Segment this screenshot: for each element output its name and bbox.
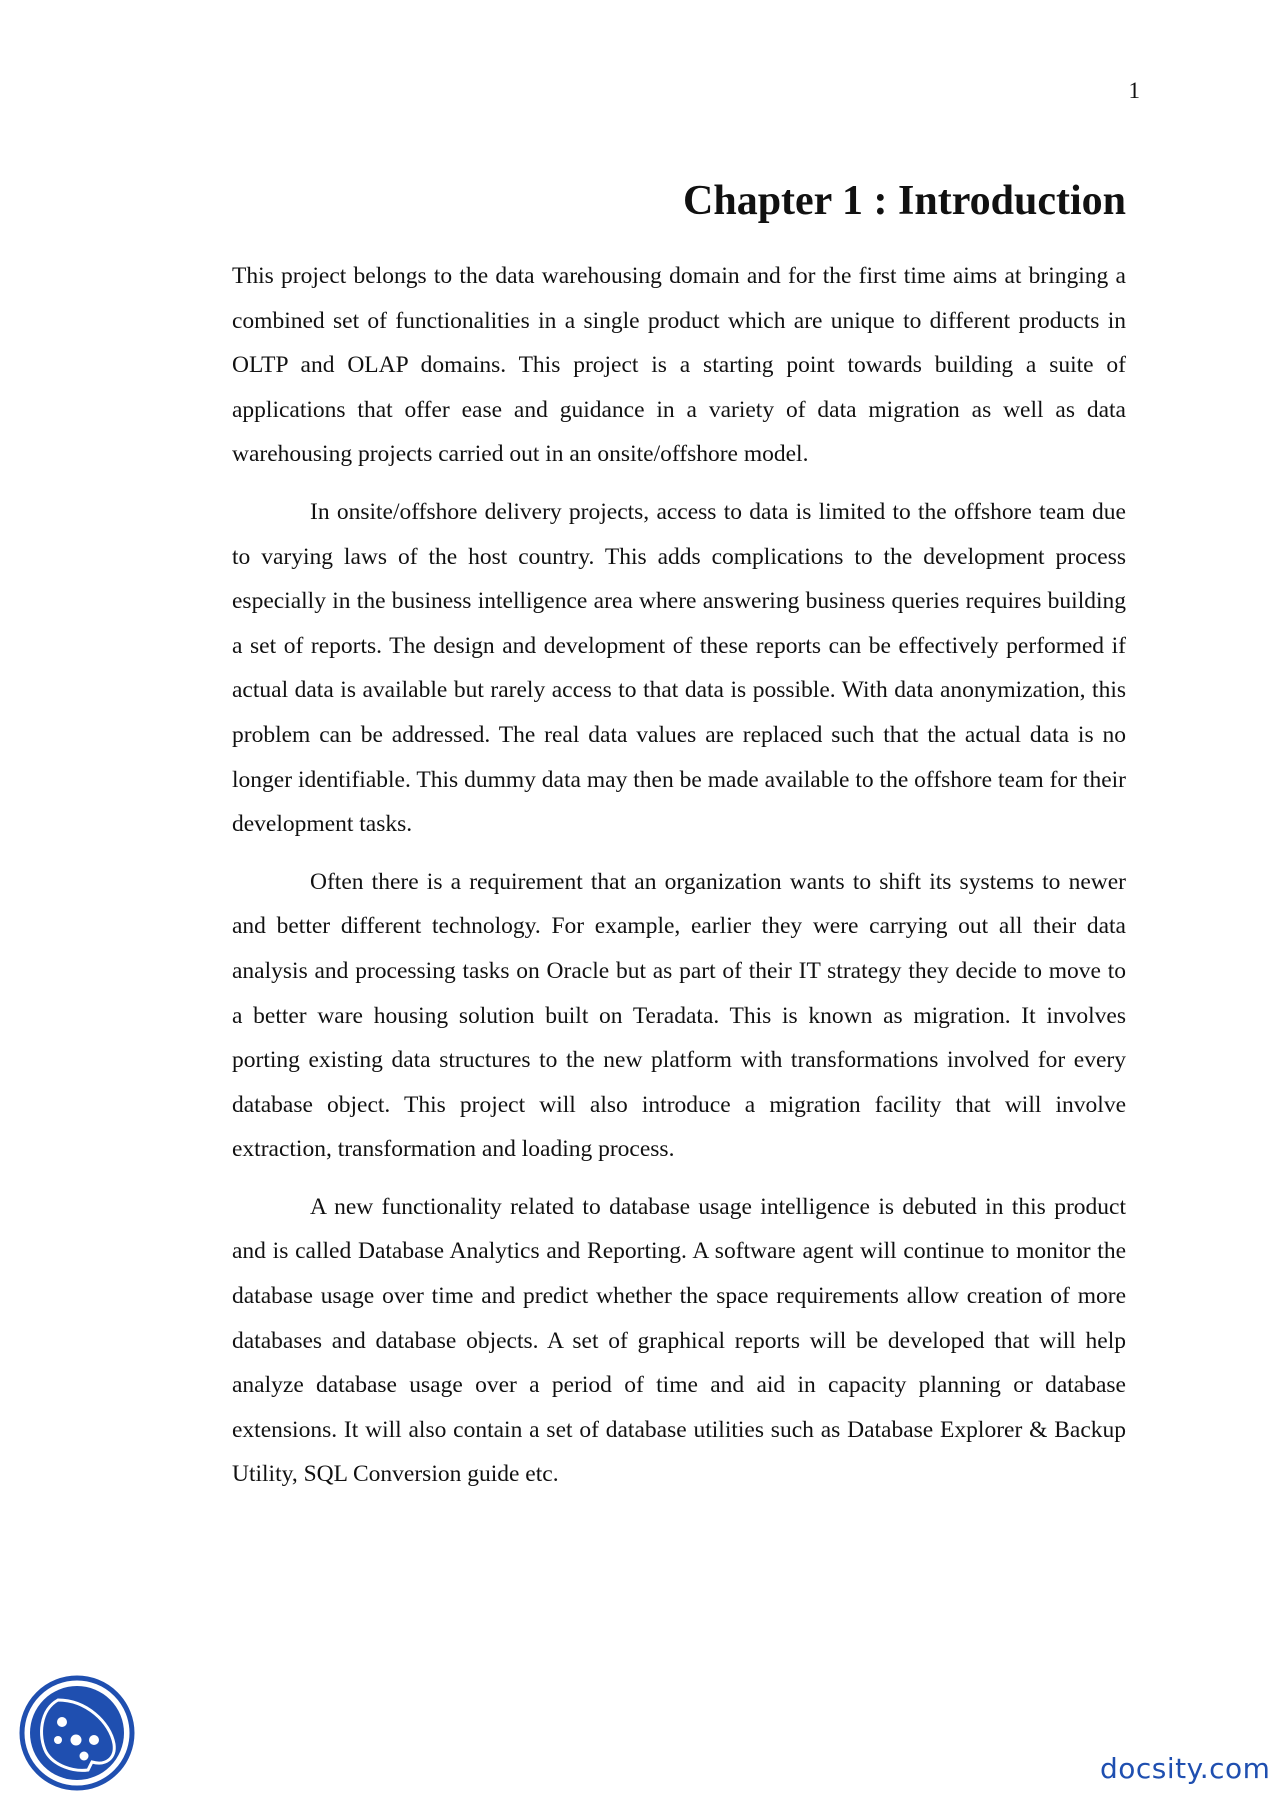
paragraph: In onsite/offshore delivery projects, access to data is limited to the offshore team due to varying laws of the host country. This adds complications to the development process especially in the business intelligence area where answering business queries requires building a set of reports. The design and development of these reports can be effectively performed if actual data is available but rarely access to that data is possible. With data anonymization, this problem can be addressed. The real data values are replaced such that the actual data is no longer identifiable. This dummy data may then be made available to the offshore team for their development tasks. [232, 498, 1126, 838]
paragraph: This project belongs to the data warehousing domain and for the first time aims at bringing a combined set of functionalities in a single product which are unique to different products in OLTP and OLAP domains. This project is a starting point towards building a suite of applications that offer ease and guidance in a variety of data migration as well as data warehousing projects carried out in an onsite/offshore model. [232, 263, 1126, 468]
chapter-title: Chapter 1 : Introduction [683, 178, 1126, 224]
docsity-brand-link[interactable]: docsity.com [1100, 1752, 1271, 1785]
body-text [232, 254, 1126, 1510]
paragraph: Often there is a requirement that an organization wants to shift its systems to newer and better different technology. For example, earlier they were carrying out all their data analysis and processing tasks on Oracle but as part of their IT strategy they decide to move to a better ware housing solution built on Teradata. This is known as migration. It involves porting existing data structures to the new platform with transformations involved for every database object. This project will also introduce a migration facility that will involve extraction, transformation and loading process. [232, 868, 1126, 1163]
docsity-logo-icon[interactable] [18, 1674, 136, 1792]
paragraph: A new functionality related to database usage intelligence is debuted in this product and is called Database Analytics and Reporting. A software agent will continue to monitor the database usage over time and predict whether the space requirements allow creation of more databases and database objects. A set of graphical reports will be developed that will help analyze database usage over a period of time and aid in capacity planning or database extensions. It will also contain a set of database utilities such as Database Explorer & Backup Utility, SQL Conversion guide etc. [232, 1193, 1126, 1488]
page-number: 1 [1128, 78, 1140, 103]
